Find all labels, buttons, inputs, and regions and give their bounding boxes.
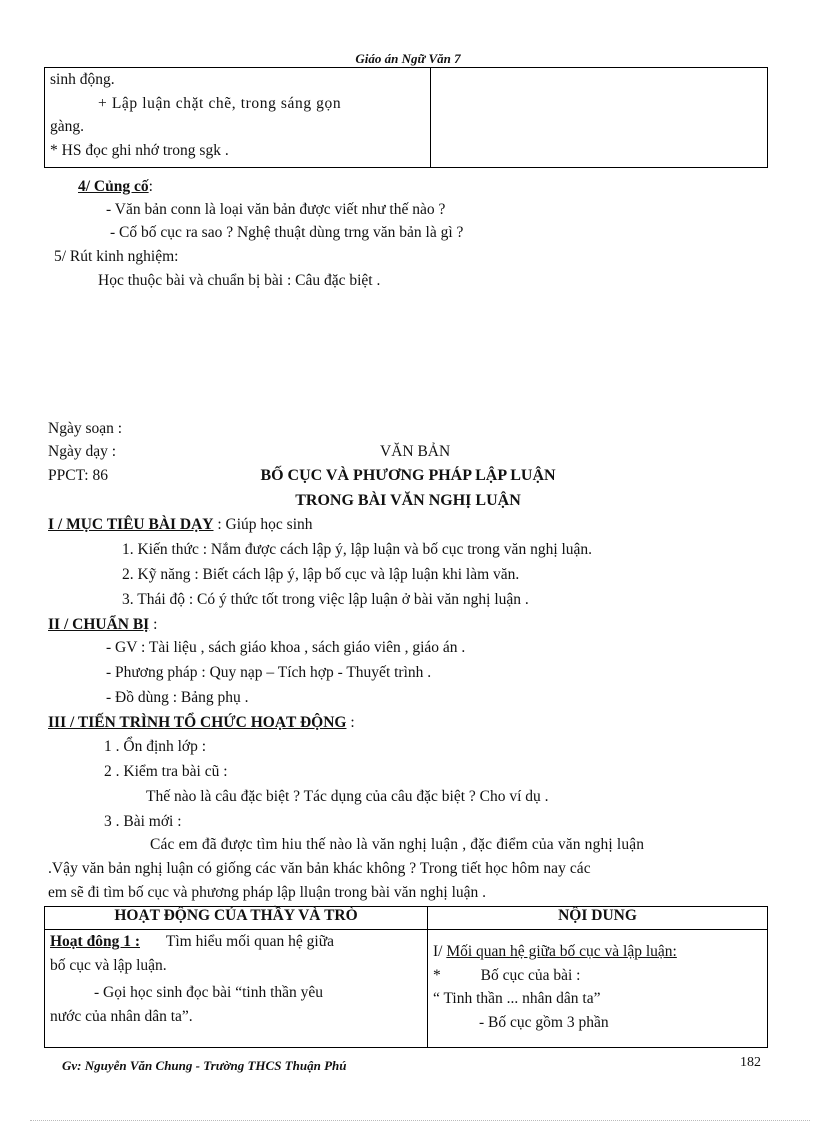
ppct: PPCT: 86 bbox=[48, 467, 108, 484]
top-table-line: * HS đọc ghi nhớ trong sgk . bbox=[50, 141, 229, 159]
objective-item: 3. Thái độ : Có ý thức tốt trong việc lập luận ở bài văn nghị luận . bbox=[122, 591, 529, 608]
content-item: Bố cục của bài : bbox=[480, 966, 581, 984]
preparation-heading-row: II / CHUẨN BỊ : bbox=[48, 616, 158, 633]
top-table-line: + Lập luận chặt chẽ, trong sáng gọn bbox=[98, 94, 342, 112]
objective-item: 2. Kỹ năng : Biết cách lập ý, lập bố cục và lập luận khi làm văn. bbox=[122, 566, 520, 583]
top-table-left-cell bbox=[45, 68, 431, 168]
intro-line: .Vậy văn bản nghị luận có giống các văn bản khác không ? Trong tiết học hôm nay các bbox=[48, 860, 591, 877]
objectives-heading-row: I / MỤC TIÊU BÀI DẠY : Giúp học sinh bbox=[48, 516, 313, 533]
activity-text: Tìm hiểu mối quan hệ giữa bbox=[165, 933, 334, 950]
page-edge-divider bbox=[30, 1120, 810, 1121]
process-step: 2 . Kiểm tra bài cũ : bbox=[104, 763, 228, 780]
activity-cell bbox=[45, 930, 428, 1048]
process-step: 3 . Bài mới : bbox=[104, 813, 182, 830]
preparation-item: - Phương pháp : Quy nạp – Tích hợp - Thuyết trình . bbox=[106, 664, 432, 681]
date-taught: Ngày dạy : bbox=[48, 443, 117, 460]
intro-line: Các em đã được tìm hiu thế nào là văn nghị luận , đặc điểm của văn nghị luận bbox=[150, 836, 645, 853]
top-table-line: sinh động. bbox=[50, 71, 115, 88]
activity-task: - Gọi học sinh đọc bài “tinh thần yêu bbox=[94, 984, 324, 1001]
objective-item: 1. Kiến thức : Nắm được cách lập ý, lập luận và bố cục trong văn nghị luận. bbox=[122, 541, 593, 558]
activity-table bbox=[44, 906, 768, 1048]
content-parts: - Bố cục gồm 3 phần bbox=[479, 1013, 609, 1031]
process-question: Thế nào là câu đặc biệt ? Tác dụng của câu đặc biệt ? Cho ví dụ . bbox=[146, 788, 549, 805]
consolidation-item: - Cố bố cục ra sao ? Nghệ thuật dùng trng văn bản là gì ? bbox=[110, 224, 464, 241]
consolidation-heading-row: 4/ Củng cố: bbox=[78, 178, 153, 195]
header-title: Giáo án Ngữ Văn 7 bbox=[355, 51, 461, 66]
lesson-title-line1: BỐ CỤC VÀ PHƯƠNG PHÁP LẬP LUẬN bbox=[260, 467, 556, 484]
consolidation-heading: 4/ Củng cố bbox=[78, 178, 149, 195]
col-header-activity: HOẠT ĐỘNG CỦA THẦY VÀ TRÒ bbox=[45, 907, 428, 930]
objectives-heading: I / MỤC TIÊU BÀI DẠY bbox=[48, 516, 214, 533]
preparation-heading: II / CHUẨN BỊ bbox=[48, 616, 150, 633]
content-cell: I/ Mối quan hệ giữa bố cục và lập luận: * Bố cục của bài : “ Tinh thần ... nhân dân ta” - Bố cục gồm 3 phần bbox=[428, 930, 768, 1048]
process-heading: III / TIẾN TRÌNH TỔ CHỨC HOẠT ĐỘNG bbox=[48, 714, 347, 731]
content-heading: Mối quan hệ giữa bố cục và lập luận: bbox=[446, 943, 677, 960]
preparation-item: - Đồ dùng : Bảng phụ . bbox=[106, 689, 249, 706]
experience-text: Học thuộc bài và chuẩn bị bài : Câu đặc biệt . bbox=[98, 272, 381, 289]
activity-task: nước của nhân dân ta”. bbox=[50, 1007, 193, 1025]
page-number: 182 bbox=[740, 1055, 761, 1070]
date-prepared: Ngày soạn : bbox=[48, 420, 123, 437]
intro-line: em sẽ đi tìm bố cục và phương pháp lập lluận trong bài văn nghị luận . bbox=[48, 884, 487, 901]
preparation-item: - GV : Tài liệu , sách giáo khoa , sách giáo viên , giáo án . bbox=[106, 639, 466, 656]
top-table-line: gàng. bbox=[50, 118, 85, 135]
process-heading-row: III / TIẾN TRÌNH TỔ CHỨC HOẠT ĐỘNG : bbox=[48, 714, 355, 731]
lesson-title-line2: TRONG BÀI VĂN NGHỊ LUẬN bbox=[295, 492, 521, 509]
col-header-content: NỘI DUNG bbox=[428, 907, 768, 930]
consolidation-item: - Văn bản conn là loại văn bản được viết như thế nào ? bbox=[106, 201, 446, 218]
experience-heading: 5/ Rút kinh nghiệm: bbox=[54, 248, 179, 265]
content-star: * bbox=[433, 966, 441, 984]
text-type: VĂN BẢN bbox=[380, 443, 451, 460]
top-table bbox=[44, 67, 768, 168]
activity-text: bố cục và lập luận. bbox=[50, 956, 167, 974]
activity-label: Hoạt đông 1 : bbox=[50, 933, 140, 950]
top-table-right-cell bbox=[431, 68, 768, 168]
process-step: 1 . Ổn định lớp : bbox=[104, 738, 207, 755]
content-quote: “ Tinh thần ... nhân dân ta” bbox=[433, 990, 601, 1007]
footer-author: Gv: Nguyễn Văn Chung - Trường THCS Thuận Phú bbox=[62, 1058, 347, 1073]
